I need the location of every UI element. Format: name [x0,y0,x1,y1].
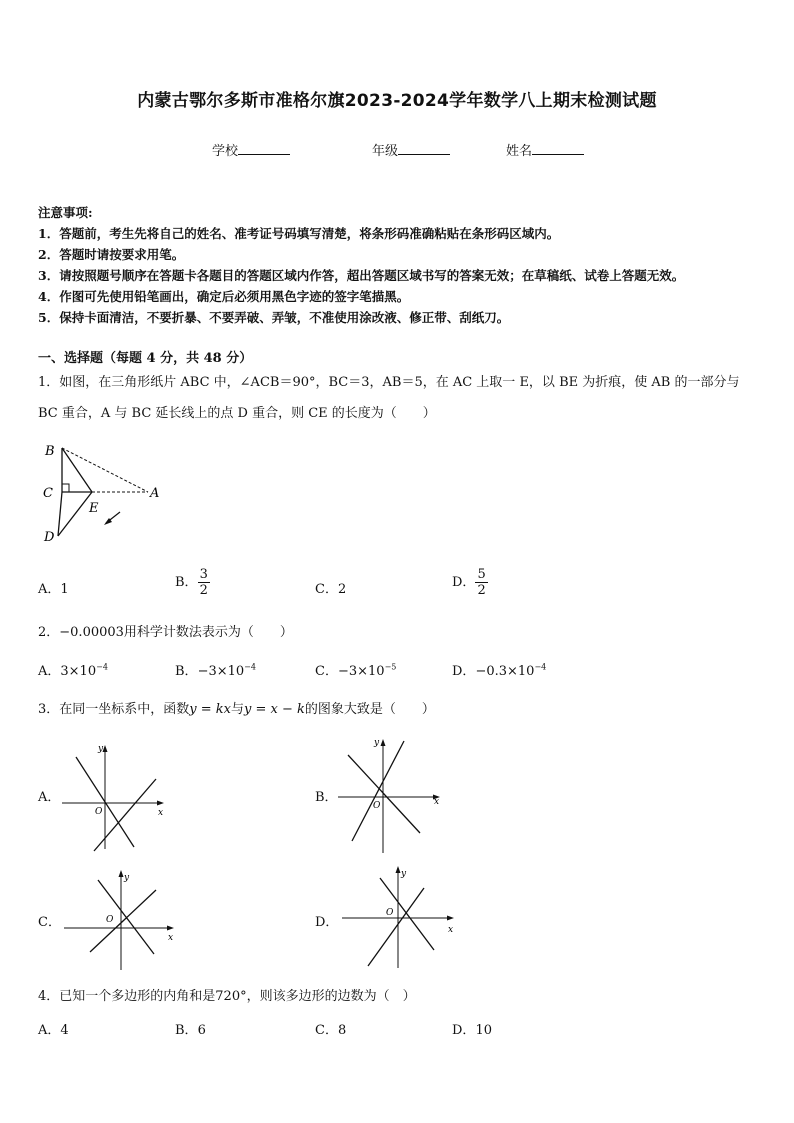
numerator: 5 [477,567,486,582]
q4-stem: 4．已知一个多边形的内角和是720°，则该多边形的边数为（ ） [38,989,416,1004]
fraction [198,567,210,598]
option-letter: A． [38,582,61,597]
label-E: E [89,501,99,516]
section-title: 一、选择题（每题 4 分，共 48 分） [38,351,253,366]
option-letter: A． [38,1023,61,1038]
school-blank [238,142,290,155]
name-field [506,140,584,159]
q3-function-2: y = x − k [244,702,305,717]
option-base: −3×10 [197,664,245,679]
q1-option-c[interactable] [315,578,346,597]
note-item: 3．请按照题号顺序在答题卡各题目的答题区域内作答，超出答题区域书写的答案无效；在草稿纸、试卷上答题无效。 [38,268,685,283]
q3-option-c-label[interactable]: C． [38,915,61,930]
origin-label: O [373,801,381,811]
option-exponent: −5 [384,662,397,672]
y-axis-label: y [98,744,104,754]
option-value: 4 [60,1023,69,1038]
q3-stem-mid: 与 [231,702,245,717]
note-item: 2．答题时请按要求用笔。 [38,247,185,262]
q1-option-d[interactable] [452,567,488,598]
q1-stem-line2: BC 重合，A 与 BC 延长线上的点 D 重合，则 CE 的长度为（ ） [38,406,436,421]
q3-graph-c[interactable] [62,866,182,971]
q3-graph-b[interactable] [332,733,447,858]
q3-function-1: y = kx [189,702,231,717]
q4-option-c[interactable] [315,1019,346,1038]
grade-field [372,140,450,159]
q1-triangle-figure [38,440,178,550]
q4-option-d[interactable] [452,1019,492,1038]
option-base: −3×10 [337,664,385,679]
q1-option-b[interactable] [175,567,210,598]
option-letter: D． [452,575,476,590]
x-axis-label: x [448,925,454,935]
option-letter: B． [175,1023,198,1038]
origin-label: O [386,908,394,918]
q2-option-c[interactable] [315,660,396,679]
option-value: 8 [337,1023,347,1038]
option-letter: B． [175,664,198,679]
school-field [212,140,290,159]
denominator: 2 [477,583,486,598]
option-value: 6 [197,1023,206,1038]
q3-option-b-label[interactable]: B． [315,790,338,805]
origin-label: O [106,915,114,925]
note-item: 1．答题前，考生先将自己的姓名、准考证号码填写清楚，将条形码准确粘贴在条形码区域内。 [38,226,560,241]
grade-label: 年级 [372,144,399,159]
option-letter: D． [452,1023,476,1038]
y-axis-label: y [374,738,380,748]
notes-heading: 注意事项: [38,205,93,220]
school-label: 学校 [212,144,239,159]
option-value: 10 [475,1023,492,1038]
x-axis-label: x [158,808,164,818]
label-A: A [150,486,160,501]
option-exponent: −4 [244,662,256,672]
label-B: B [45,444,55,459]
option-exponent: −4 [534,662,547,672]
q3-graph-d[interactable] [338,862,463,972]
y-axis-label: y [124,873,130,883]
origin-label: O [95,807,103,817]
x-axis-label: x [168,933,174,943]
option-letter: C． [315,1023,338,1038]
option-base: −0.3×10 [475,664,535,679]
name-label: 姓名 [506,144,533,159]
page-title: 内蒙古鄂尔多斯市准格尔旗2023-2024学年数学八上期末检测试题 [137,91,657,111]
q2-option-b[interactable] [175,660,256,679]
q3-stem-pre: 3．在同一坐标系中，函数 [38,702,190,717]
q3-graph-a[interactable] [58,735,173,855]
q1-option-a[interactable] [38,578,69,597]
option-letter: C． [315,582,338,597]
q2-option-d[interactable] [452,660,546,679]
q3-stem-post: 的图象大致是（ ） [304,702,435,717]
x-axis-label: x [434,797,440,807]
grade-blank [398,142,450,155]
numerator: 3 [199,567,208,582]
q2-stem: 2．−0.00003用科学计数法表示为（ ） [38,625,293,640]
option-base: 3×10 [60,664,97,679]
option-value: 2 [337,582,347,597]
q4-option-a[interactable] [38,1019,69,1038]
q3-stem [38,700,435,720]
note-item: 5．保持卡面清洁，不要折暴、不要弄破、弄皱，不准使用涂改液、修正带、刮纸刀。 [38,310,510,325]
option-letter: B． [175,575,198,590]
q3-option-d-label[interactable]: D． [315,915,339,930]
option-value: 1 [60,582,69,597]
option-letter: C． [315,664,338,679]
denominator: 2 [199,583,208,598]
label-C: C [43,486,53,501]
option-exponent: −4 [96,662,108,672]
option-letter: A． [38,664,61,679]
y-axis-label: y [401,869,407,879]
q2-option-a[interactable] [38,660,108,679]
note-item: 4．作图可先使用铅笔画出，确定后必须用黑色字迹的签字笔描黑。 [38,289,410,304]
q1-stem-line1: 1．如图，在三角形纸片 ABC 中，∠ACB＝90°，BC＝3，AB＝5，在 AC 上取一 E，以 BE 为折痕，使 AB 的一部分与 [38,375,740,390]
option-letter: D． [452,664,476,679]
q4-option-b[interactable] [175,1019,206,1038]
label-D: D [44,530,55,545]
q3-option-a-label[interactable]: A． [38,790,61,805]
name-blank [532,142,584,155]
fraction [475,567,487,598]
